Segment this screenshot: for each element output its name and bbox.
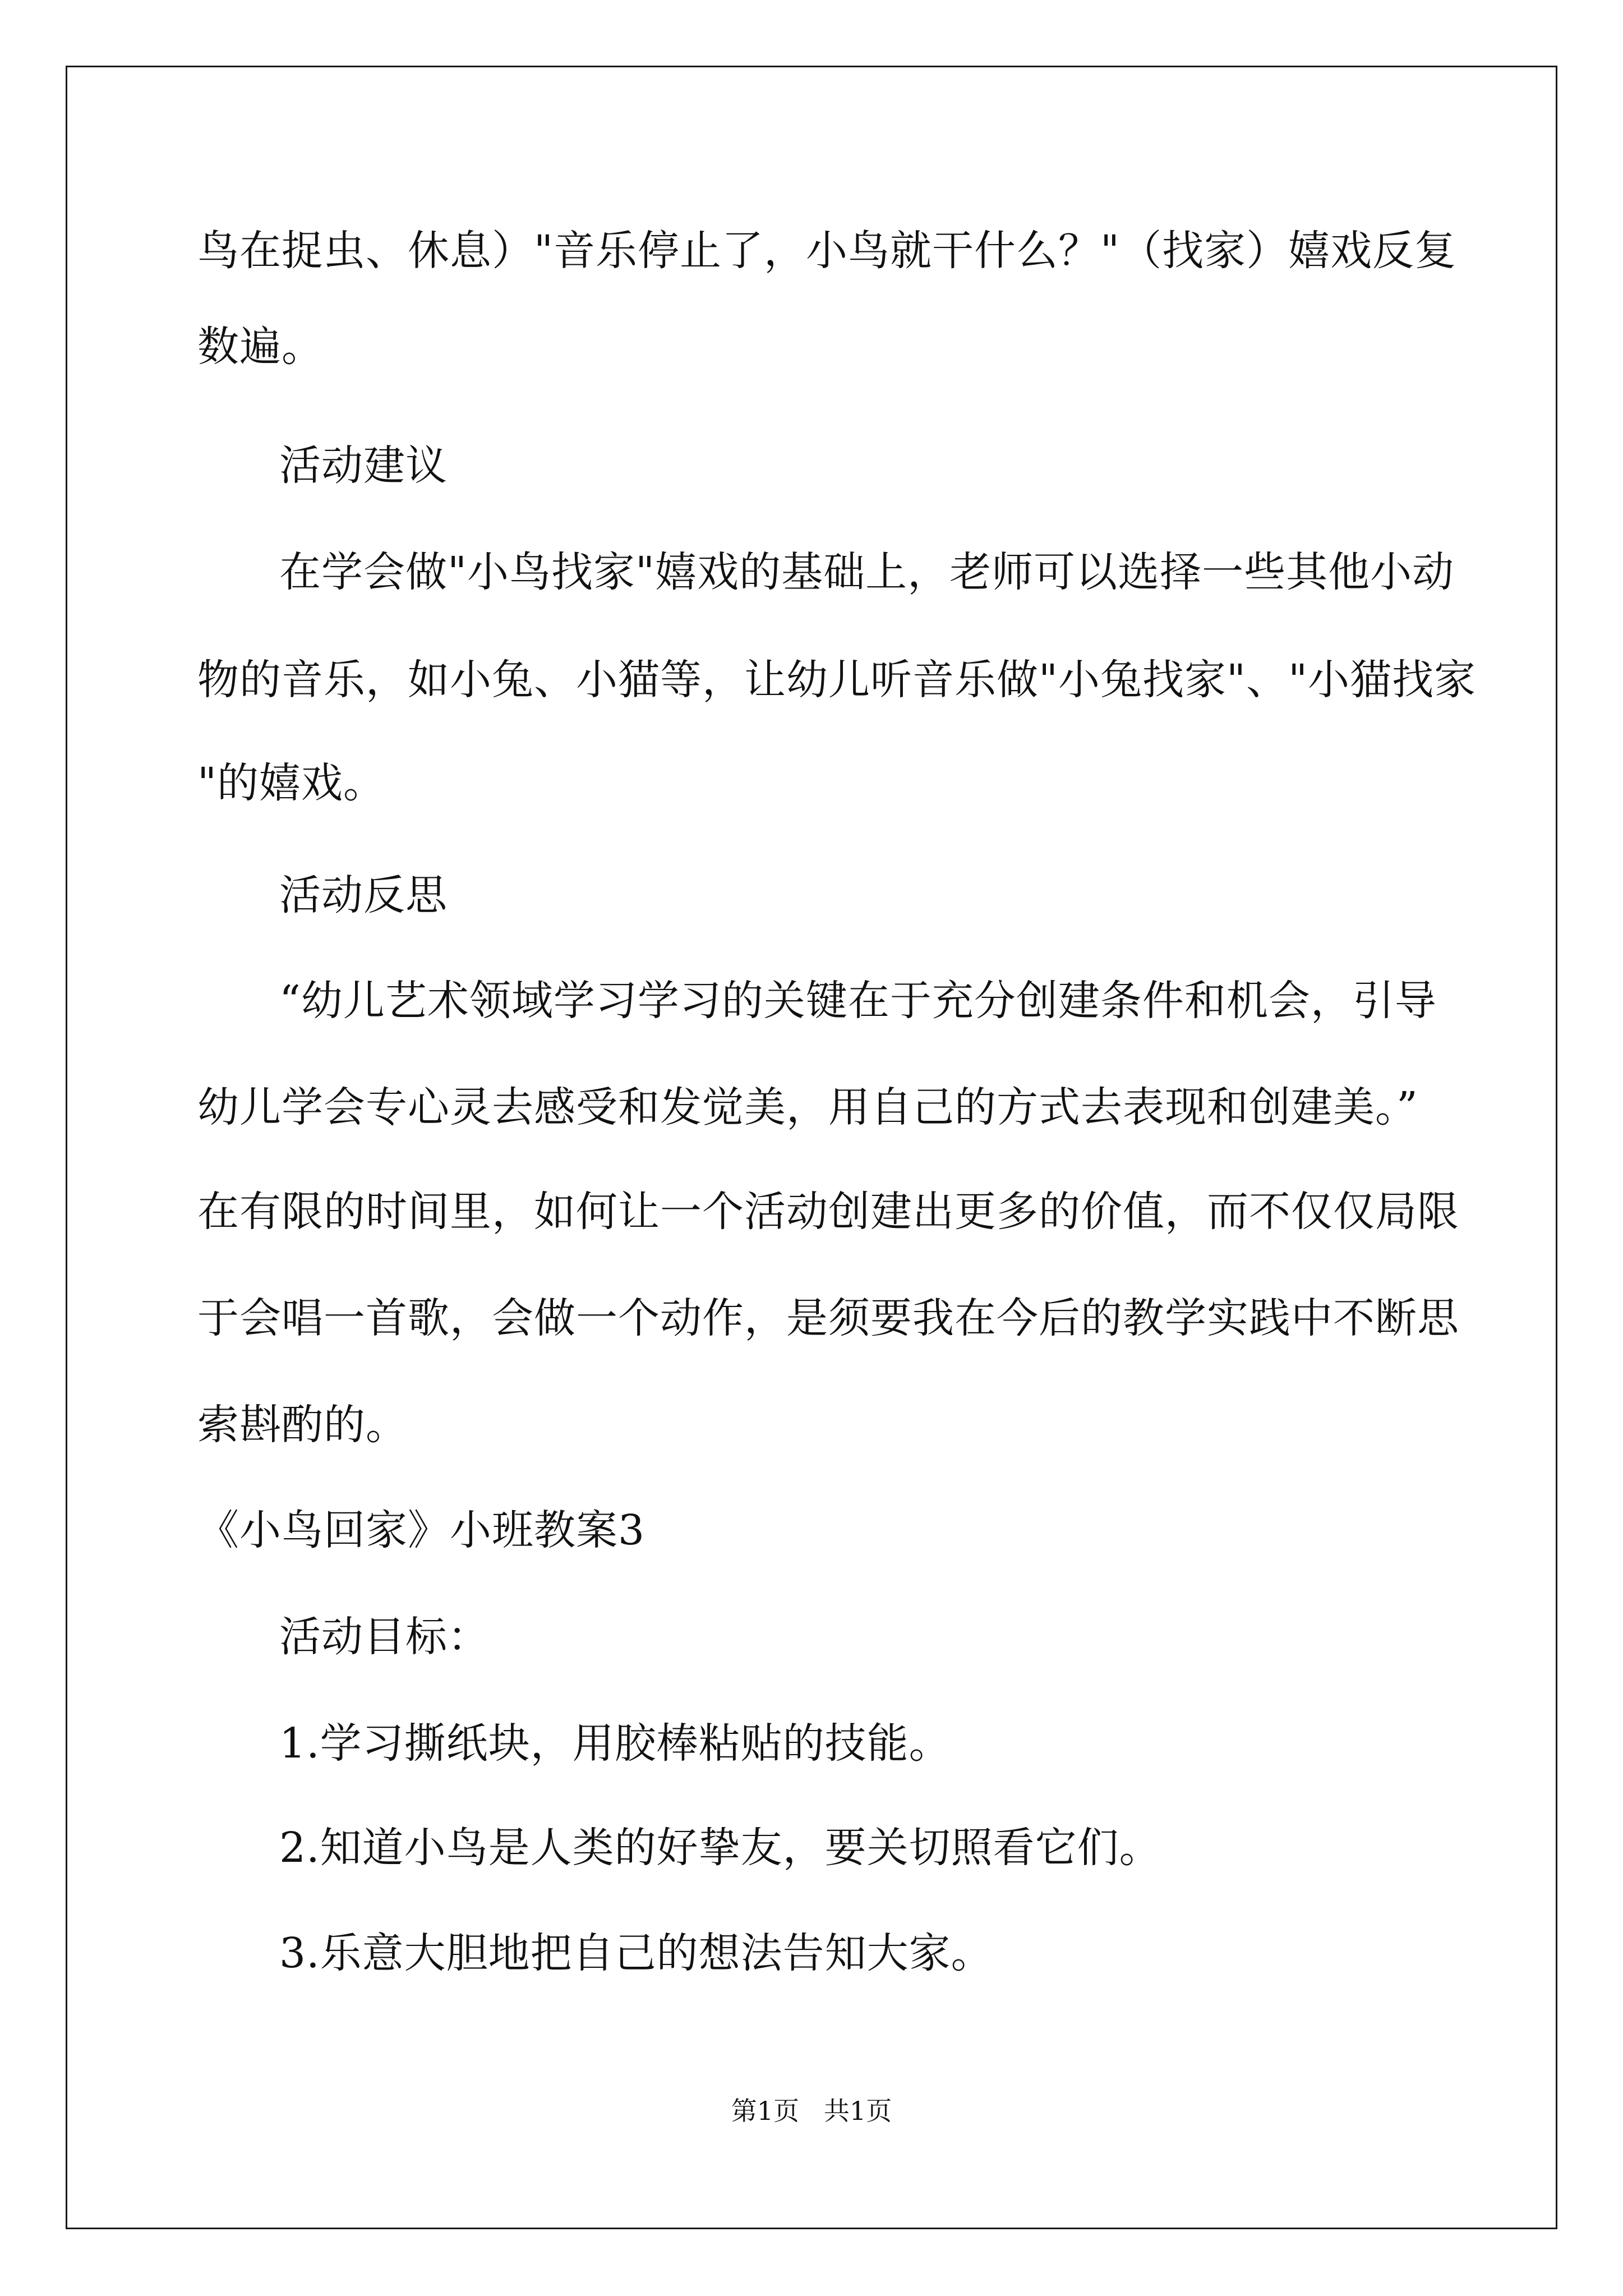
- section-heading-activity-suggestion: 活动建议: [279, 441, 448, 490]
- body-line-2: 数遍。: [197, 323, 324, 371]
- body-line-1: 鸟在捉虫、休息）"音乐停止了，小鸟就干什么？"（找家）嬉戏反复: [197, 227, 1457, 275]
- goal-item-3: 3.乐意大胆地把自己的想法告知大家。: [279, 1929, 993, 1977]
- body-line-10: 在有限的时间里，如何让一个活动创建出更多的价值，而不仅仅局限: [197, 1188, 1459, 1236]
- body-line-11: 于会唱一首歌，会做一个动作，是须要我在今后的教学实践中不断思: [197, 1294, 1459, 1342]
- page-number-footer: 第1页 共1页: [731, 2096, 892, 2126]
- body-line-4: 在学会做"小鸟找家"嬉戏的基础上，老师可以选择一些其他小动: [279, 548, 1455, 596]
- lesson-plan-title: 《小鸟回家》小班教案3: [197, 1506, 645, 1554]
- body-line-8: “幼儿艺术领域学习学习的关键在于充分创建条件和机会，引导: [279, 977, 1437, 1025]
- page-border: [66, 66, 1557, 2229]
- section-heading-activity-goals: 活动目标：: [279, 1613, 490, 1661]
- goal-item-1: 1.学习撕纸块，用胶棒粘贴的技能。: [279, 1719, 951, 1768]
- body-line-6: "的嬉戏。: [197, 759, 386, 807]
- body-line-12: 索斟酌的。: [197, 1401, 408, 1449]
- goal-item-2: 2.知道小鸟是人类的好挚友，要关切照看它们。: [279, 1824, 1161, 1872]
- section-heading-activity-reflection: 活动反思: [279, 871, 448, 919]
- body-line-5: 物的音乐，如小兔、小猫等，让幼儿听音乐做"小兔找家"、"小猫找家: [197, 656, 1477, 704]
- body-line-9: 幼儿学会专心灵去感受和发觉美，用自己的方式去表现和创建美。”: [197, 1083, 1418, 1131]
